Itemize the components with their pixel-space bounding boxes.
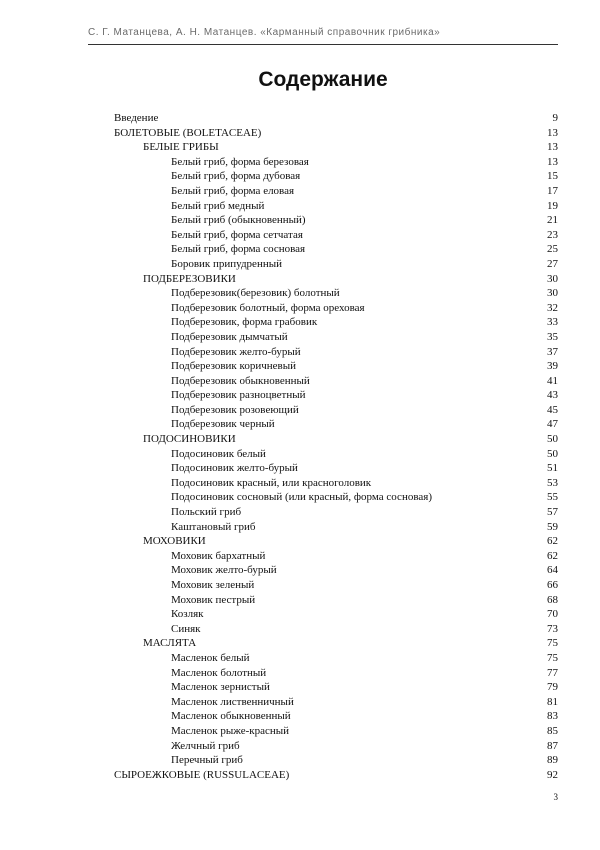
toc-entry-label: Каштановый гриб [171,520,256,533]
toc-entry-label: ПОДОСИНОВИКИ [143,433,236,446]
toc-entry [114,228,558,243]
toc-entry [114,169,558,184]
toc-entry-page: 30 [547,287,558,300]
toc-entry-label: СЫРОЕЖКОВЫЕ (RUSSULACEAE) [114,768,290,781]
table-of-contents [114,111,558,782]
toc-entry [114,242,558,257]
toc-entry-page: 79 [547,681,558,694]
toc-entry-page: 43 [547,389,558,402]
toc-entry-page: 66 [547,579,558,591]
toc-entry [114,359,558,374]
toc-entry-page: 64 [547,564,558,577]
toc-entry [114,520,558,535]
toc-entry-label: Подберезовик, форма грабовик [171,316,318,329]
toc-entry-page: 47 [547,418,558,431]
toc-entry [114,490,558,505]
page-number: 3 [553,792,558,802]
toc-entry-page: 62 [547,549,558,562]
toc-entry [114,140,558,155]
toc-entry [114,724,558,739]
toc-entry-page: 59 [547,520,558,533]
toc-entry-label: ПОДБЕРЕЗОВИКИ [143,272,236,285]
toc-entry-page: 39 [547,360,558,373]
toc-entry [114,257,558,272]
toc-entry-label: Масленок рыже-красный [171,724,290,737]
toc-entry-label: Введение [114,112,159,124]
toc-entry [114,272,558,287]
toc-entry [114,622,558,637]
toc-entry-page: 13 [547,155,558,168]
toc-entry-label: Моховик зеленый [171,579,255,591]
toc-entry-page: 89 [547,754,558,767]
toc-entry-label: Подберезовик коричневый [171,360,296,373]
header-divider [88,44,558,45]
toc-entry [114,505,558,520]
toc-entry-label: Белый гриб, форма дубовая [171,170,301,183]
toc-entry-page: 13 [547,141,558,154]
toc-entry [114,330,558,345]
toc-entry-label: Подберезовик обыкновенный [171,374,310,387]
toc-entry-page: 53 [547,476,558,489]
toc-entry-page: 85 [547,724,558,737]
toc-entry [114,374,558,389]
toc-entry-label: Белый гриб, форма сосновая [171,243,306,256]
toc-entry-page: 57 [547,506,558,519]
toc-entry-page: 21 [547,214,558,227]
toc-entry-page: 45 [547,403,558,416]
toc-entry-page: 70 [547,608,558,621]
toc-entry [114,432,558,447]
toc-entry [114,549,558,564]
toc-entry-label: Желчный гриб [171,739,240,752]
toc-entry [114,417,558,432]
toc-entry-page: 27 [547,257,558,270]
toc-entry [114,388,558,403]
toc-entry [114,111,558,126]
toc-entry-label: Подберезовик разноцветный [171,389,306,402]
toc-entry-page: 62 [547,535,558,548]
toc-entry-label: Подберезовик розовеющий [171,403,299,416]
toc-entry-page: 33 [547,316,558,329]
toc-entry-label: Подберезовик(березовик) болотный [171,287,340,300]
toc-entry-page: 32 [547,301,558,314]
toc-entry-label: Подосиновик сосновый (или красный, форма сосновая) [171,491,432,504]
toc-entry [114,461,558,476]
toc-entry-label: Масленок лиственничный [171,695,294,708]
toc-entry [114,286,558,301]
toc-entry [114,563,558,578]
toc-entry-page: 92 [547,768,558,781]
toc-entry-label: Белый гриб медный [171,199,265,212]
toc-entry-page: 13 [547,126,558,139]
toc-entry [114,345,558,360]
toc-entry-label: Белый гриб (обыкновенный) [171,214,306,227]
toc-entry [114,753,558,768]
toc-entry-label: МАСЛЯТА [143,637,197,650]
toc-entry-label: БОЛЕТОВЫЕ (BOLETACEAE) [114,126,262,139]
toc-entry [114,403,558,418]
toc-entry [114,213,558,228]
toc-entry [114,695,558,710]
toc-entry [114,680,558,695]
toc-entry-page: 81 [547,695,558,708]
toc-entry-page: 55 [547,491,558,504]
toc-entry-page: 19 [547,199,558,212]
toc-entry [114,636,558,651]
toc-entry-page: 50 [547,433,558,446]
toc-entry-label: Подберезовик желто-бурый [171,345,301,358]
toc-entry-label: Синяк [171,622,201,635]
toc-entry-page: 68 [547,593,558,606]
toc-entry-page: 83 [547,710,558,723]
toc-entry-label: Перечный гриб [171,754,243,767]
toc-entry-page: 75 [547,651,558,664]
toc-entry [114,199,558,214]
toc-entry-label: Польский гриб [171,506,242,519]
toc-entry [114,709,558,724]
toc-entry-page: 17 [547,184,558,197]
toc-entry-page: 15 [547,170,558,183]
toc-entry [114,651,558,666]
toc-entry-page: 25 [547,243,558,256]
toc-entry-page: 75 [547,637,558,650]
toc-entry-label: МОХОВИКИ [143,535,206,548]
toc-entry-label: Подберезовик болотный, форма ореховая [171,301,365,314]
toc-entry [114,607,558,622]
toc-entry [114,447,558,462]
toc-entry-label: Белый гриб, форма еловая [171,184,295,197]
toc-entry-label: Моховик бархатный [171,549,266,562]
toc-entry-label: Подосиновик желто-бурый [171,462,298,475]
toc-entry-label: Масленок болотный [171,666,267,679]
toc-entry-label: Масленок обыкновенный [171,710,291,723]
toc-entry [114,476,558,491]
toc-entry-label: Белый гриб, форма сетчатая [171,228,303,241]
running-header: С. Г. Матанцева, А. Н. Матанцев. «Карманный справочник грибника» [88,27,441,38]
toc-entry-label: Масленок белый [171,651,250,664]
toc-entry [114,666,558,681]
toc-entry [114,534,558,549]
toc-entry-label: Подосиновик красный, или красноголовик [171,476,372,489]
toc-entry-label: Подосиновик белый [171,447,266,460]
toc-entry [114,315,558,330]
toc-entry [114,739,558,754]
toc-entry-label: Масленок зернистый [171,681,270,694]
toc-entry [114,768,558,783]
toc-entry-page: 37 [547,345,558,358]
toc-entry-page: 87 [547,739,558,752]
toc-entry-page: 50 [547,447,558,460]
toc-entry-page: 30 [547,272,558,285]
toc-entry-label: БЕЛЫЕ ГРИБЫ [143,141,219,154]
toc-entry-page: 41 [547,374,558,387]
toc-entry [114,578,558,593]
toc-entry-label: Подберезовик дымчатый [171,330,288,343]
toc-entry-page: 77 [547,666,558,679]
toc-entry [114,301,558,316]
page-title: Содержание [258,68,388,91]
toc-entry [114,184,558,199]
toc-entry-label: Подберезовик черный [171,418,275,431]
toc-entry-label: Козляк [171,608,204,621]
toc-entry-page: 73 [547,622,558,635]
toc-entry-label: Белый гриб, форма березовая [171,155,309,168]
toc-entry-label: Моховик желто-бурый [171,564,277,577]
toc-entry [114,155,558,170]
toc-entry-page: 9 [552,112,558,124]
toc-entry-label: Боровик припудренный [171,257,282,270]
toc-entry-page: 51 [547,462,558,475]
toc-entry-page: 35 [547,330,558,343]
toc-entry-page: 23 [547,228,558,241]
toc-entry [114,593,558,608]
toc-entry [114,126,558,141]
toc-entry-label: Моховик пестрый [171,593,256,606]
